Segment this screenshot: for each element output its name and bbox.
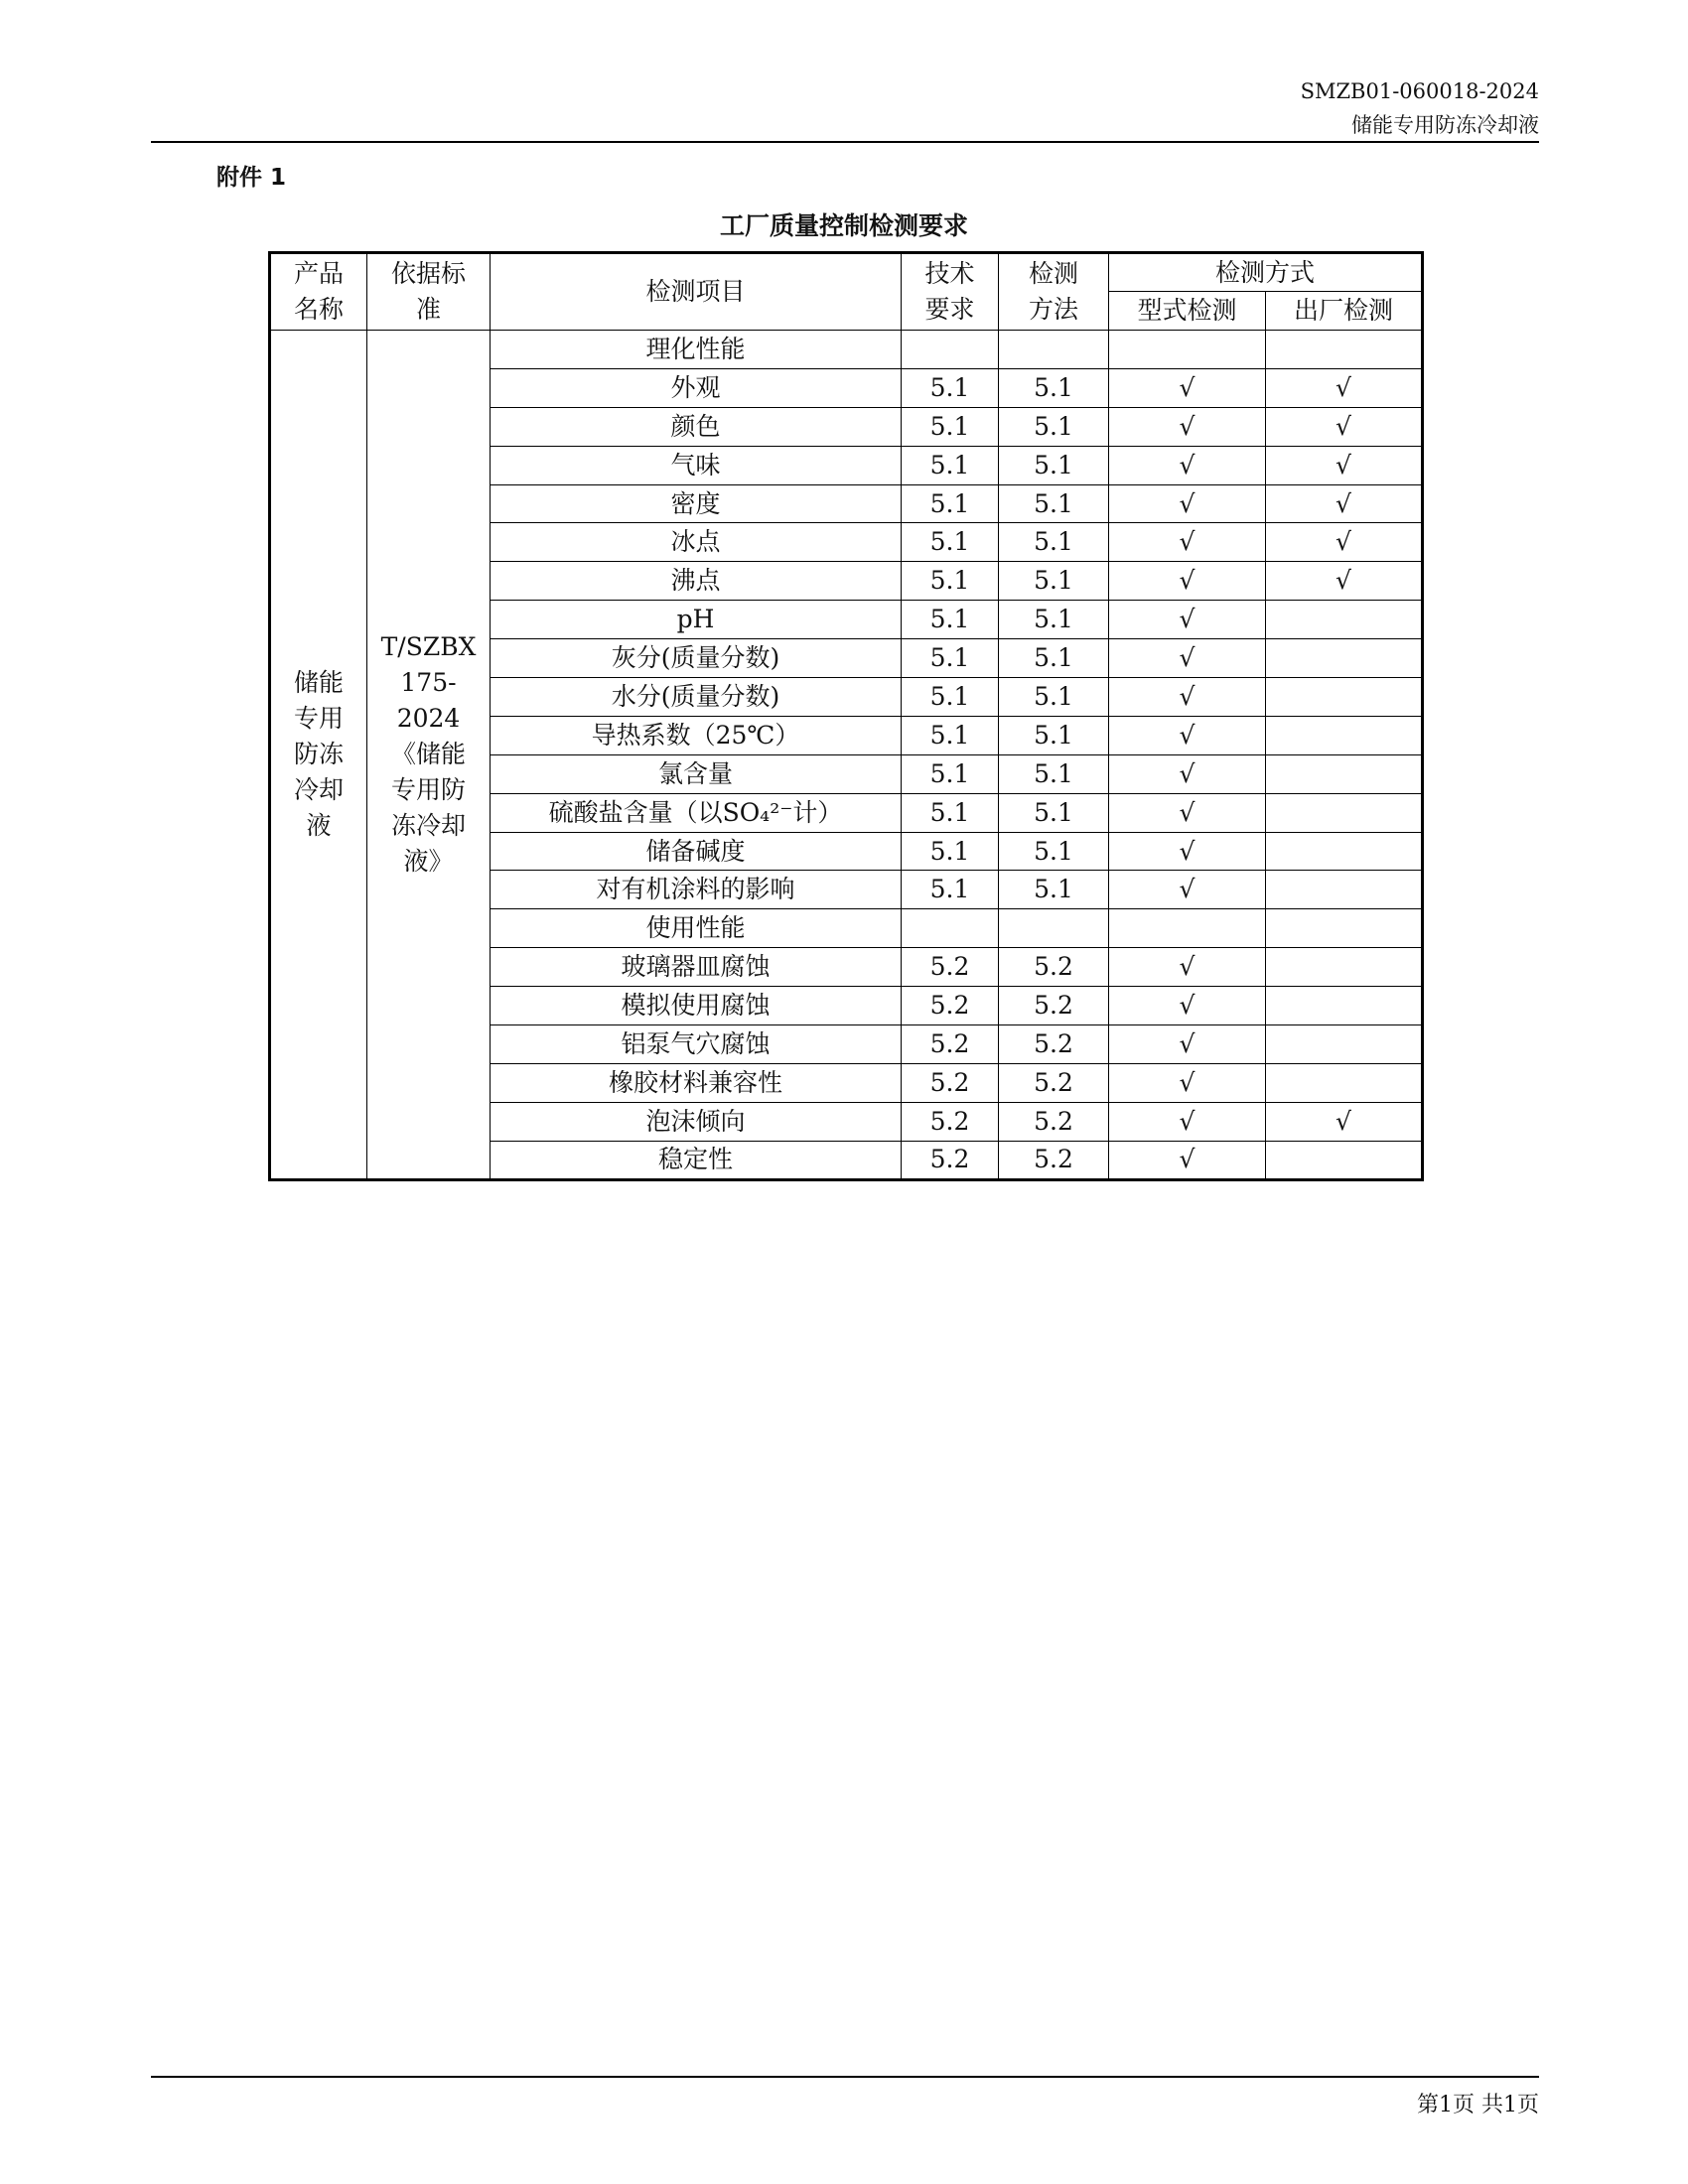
factory-test-cell — [1266, 987, 1423, 1025]
document-code: SMZB01-060018-2024 — [1300, 79, 1539, 103]
type-test-cell: √ — [1109, 407, 1266, 446]
tech-requirement-cell: 5.1 — [902, 754, 999, 793]
test-method-cell — [999, 331, 1109, 369]
test-method-cell: 5.1 — [999, 754, 1109, 793]
factory-test-cell: √ — [1266, 1102, 1423, 1141]
test-item-cell: 氯含量 — [491, 754, 902, 793]
factory-test-cell — [1266, 1063, 1423, 1102]
standard-cell: T/SZBX 175- 2024 《储能 专用防 冻冷却 液》 — [367, 331, 491, 1180]
header-test-method: 检测 方法 — [999, 253, 1109, 331]
test-method-cell: 5.1 — [999, 446, 1109, 484]
tech-requirement-cell: 5.1 — [902, 523, 999, 562]
tech-requirement-cell: 5.1 — [902, 832, 999, 871]
test-item-cell: 硫酸盐含量（以SO₄²⁻计） — [491, 793, 902, 832]
type-test-cell: √ — [1109, 987, 1266, 1025]
type-test-cell: √ — [1109, 1102, 1266, 1141]
test-method-cell: 5.1 — [999, 523, 1109, 562]
test-item-cell: 铝泵气穴腐蚀 — [491, 1025, 902, 1064]
type-test-cell: √ — [1109, 523, 1266, 562]
document-header-title: 储能专用防冻冷却液 — [1351, 113, 1539, 137]
factory-test-cell: √ — [1266, 368, 1423, 407]
product-name-cell: 储能 专用 防冻 冷却 液 — [270, 331, 367, 1180]
header-standard: 依据标 准 — [367, 253, 491, 331]
test-method-cell: 5.1 — [999, 368, 1109, 407]
tech-requirement-cell: 5.1 — [902, 793, 999, 832]
header-test-item: 检测项目 — [491, 253, 902, 331]
tech-requirement-cell: 5.1 — [902, 639, 999, 678]
test-item-cell: 使用性能 — [491, 909, 902, 948]
test-item-cell: 模拟使用腐蚀 — [491, 987, 902, 1025]
type-test-cell: √ — [1109, 484, 1266, 523]
factory-test-cell: √ — [1266, 446, 1423, 484]
test-method-cell: 5.1 — [999, 484, 1109, 523]
qc-table — [268, 251, 1424, 1181]
tech-requirement-cell: 5.1 — [902, 562, 999, 601]
type-test-cell: √ — [1109, 446, 1266, 484]
test-item-cell: 颜色 — [491, 407, 902, 446]
test-item-cell: 灰分(质量分数) — [491, 639, 902, 678]
test-item-cell: 沸点 — [491, 562, 902, 601]
type-test-cell: √ — [1109, 832, 1266, 871]
test-method-cell: 5.2 — [999, 1063, 1109, 1102]
tech-requirement-cell: 5.2 — [902, 1063, 999, 1102]
test-method-cell: 5.2 — [999, 987, 1109, 1025]
test-method-cell — [999, 909, 1109, 948]
test-method-cell: 5.1 — [999, 793, 1109, 832]
header-product-name: 产品 名称 — [270, 253, 367, 331]
type-test-cell: √ — [1109, 754, 1266, 793]
tech-requirement-cell: 5.1 — [902, 407, 999, 446]
factory-test-cell — [1266, 909, 1423, 948]
type-test-cell: √ — [1109, 948, 1266, 987]
tech-requirement-cell: 5.1 — [902, 601, 999, 639]
test-method-cell: 5.1 — [999, 832, 1109, 871]
header-test-mode: 检测方式 — [1109, 253, 1423, 292]
test-method-cell: 5.1 — [999, 678, 1109, 717]
header-type-test: 型式检测 — [1109, 292, 1266, 331]
factory-test-cell: √ — [1266, 523, 1423, 562]
tech-requirement-cell: 5.2 — [902, 987, 999, 1025]
factory-test-cell — [1266, 871, 1423, 909]
factory-test-cell — [1266, 948, 1423, 987]
type-test-cell — [1109, 909, 1266, 948]
type-test-cell: √ — [1109, 871, 1266, 909]
factory-test-cell — [1266, 716, 1423, 754]
page-number: 第1页 共1页 — [1417, 2093, 1539, 2117]
factory-test-cell — [1266, 601, 1423, 639]
factory-test-cell: √ — [1266, 484, 1423, 523]
test-item-cell: 冰点 — [491, 523, 902, 562]
test-item-cell: 储备碱度 — [491, 832, 902, 871]
factory-test-cell: √ — [1266, 407, 1423, 446]
test-item-cell: 泡沫倾向 — [491, 1102, 902, 1141]
test-method-cell: 5.2 — [999, 948, 1109, 987]
test-item-cell: 密度 — [491, 484, 902, 523]
factory-test-cell — [1266, 754, 1423, 793]
test-method-cell: 5.1 — [999, 716, 1109, 754]
tech-requirement-cell — [902, 331, 999, 369]
test-method-cell: 5.1 — [999, 562, 1109, 601]
test-method-cell: 5.1 — [999, 407, 1109, 446]
type-test-cell: √ — [1109, 1063, 1266, 1102]
test-method-cell: 5.2 — [999, 1102, 1109, 1141]
test-item-cell: 稳定性 — [491, 1141, 902, 1179]
factory-test-cell: √ — [1266, 562, 1423, 601]
factory-test-cell — [1266, 1141, 1423, 1179]
type-test-cell: √ — [1109, 1025, 1266, 1064]
page-title: 工厂质量控制检测要求 — [719, 211, 968, 240]
type-test-cell: √ — [1109, 793, 1266, 832]
footer-divider — [151, 2076, 1539, 2078]
tech-requirement-cell: 5.2 — [902, 948, 999, 987]
test-item-cell: 橡胶材料兼容性 — [491, 1063, 902, 1102]
annex-label: 附件 1 — [216, 165, 287, 191]
test-item-cell: 对有机涂料的影响 — [491, 871, 902, 909]
table-row — [270, 331, 1423, 369]
type-test-cell: √ — [1109, 368, 1266, 407]
test-item-cell: 玻璃器皿腐蚀 — [491, 948, 902, 987]
test-item-cell: 水分(质量分数) — [491, 678, 902, 717]
tech-requirement-cell: 5.2 — [902, 1102, 999, 1141]
header-tech-requirement: 技术 要求 — [902, 253, 999, 331]
tech-requirement-cell — [902, 909, 999, 948]
test-item-cell: 导热系数（25℃） — [491, 716, 902, 754]
type-test-cell: √ — [1109, 678, 1266, 717]
test-method-cell: 5.2 — [999, 1141, 1109, 1179]
tech-requirement-cell: 5.1 — [902, 368, 999, 407]
header-divider — [151, 141, 1539, 143]
type-test-cell: √ — [1109, 639, 1266, 678]
type-test-cell: √ — [1109, 562, 1266, 601]
tech-requirement-cell: 5.1 — [902, 871, 999, 909]
type-test-cell: √ — [1109, 716, 1266, 754]
tech-requirement-cell: 5.2 — [902, 1141, 999, 1179]
test-item-cell: 外观 — [491, 368, 902, 407]
tech-requirement-cell: 5.1 — [902, 484, 999, 523]
test-method-cell: 5.1 — [999, 601, 1109, 639]
factory-test-cell — [1266, 793, 1423, 832]
factory-test-cell — [1266, 1025, 1423, 1064]
tech-requirement-cell: 5.1 — [902, 678, 999, 717]
factory-test-cell — [1266, 639, 1423, 678]
test-method-cell: 5.1 — [999, 871, 1109, 909]
tech-requirement-cell: 5.1 — [902, 716, 999, 754]
header-factory-test: 出厂检测 — [1266, 292, 1423, 331]
factory-test-cell — [1266, 331, 1423, 369]
type-test-cell: √ — [1109, 601, 1266, 639]
test-item-cell: 理化性能 — [491, 331, 902, 369]
test-method-cell: 5.1 — [999, 639, 1109, 678]
test-method-cell: 5.2 — [999, 1025, 1109, 1064]
type-test-cell — [1109, 331, 1266, 369]
test-item-cell: 气味 — [491, 446, 902, 484]
tech-requirement-cell: 5.2 — [902, 1025, 999, 1064]
factory-test-cell — [1266, 832, 1423, 871]
test-item-cell: pH — [491, 601, 902, 639]
type-test-cell: √ — [1109, 1141, 1266, 1179]
factory-test-cell — [1266, 678, 1423, 717]
tech-requirement-cell: 5.1 — [902, 446, 999, 484]
